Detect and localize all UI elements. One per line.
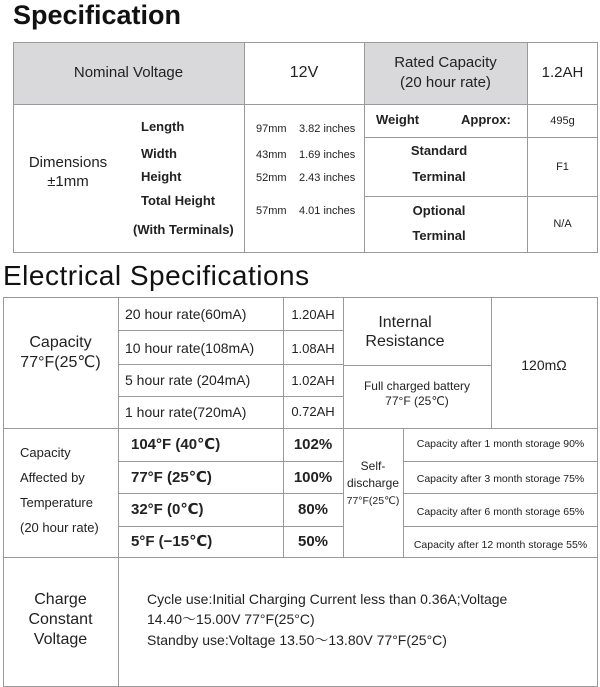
optional-terminal-label-1: Optional bbox=[412, 203, 466, 218]
standard-terminal-label-2: Terminal bbox=[412, 169, 466, 184]
nominal-voltage-label: Nominal Voltage bbox=[73, 64, 184, 81]
rate-value-5h: 1.02AH bbox=[291, 373, 335, 388]
rated-capacity-value: 1.2AH bbox=[541, 64, 584, 81]
temp-value-77f: 100% bbox=[293, 469, 333, 486]
full-charged-label-2: 77°F (25℃) bbox=[385, 394, 449, 408]
temp-value-5f: 50% bbox=[297, 533, 329, 550]
dim-mm-height: 52mm bbox=[256, 172, 287, 184]
dim-label-width: Width bbox=[141, 146, 177, 161]
temp-row-label-77f: 77°F (25℃) bbox=[131, 469, 212, 486]
optional-terminal-label-2: Terminal bbox=[412, 228, 466, 243]
weight-label: Weight bbox=[376, 112, 420, 127]
dim-label-with-terminals: (With Terminals) bbox=[133, 222, 234, 237]
weight-value: 495g bbox=[550, 115, 575, 127]
dim-in-height: 2.43 inches bbox=[299, 172, 356, 184]
storage-1-month: Capacity after 1 month storage 90% bbox=[416, 438, 585, 450]
rate-label-20h: 20 hour rate(60mA) bbox=[125, 306, 247, 322]
charge-label-3: Voltage bbox=[33, 631, 88, 648]
temp-label-2: Affected by bbox=[20, 470, 85, 485]
rate-value-1h: 0.72AH bbox=[291, 404, 335, 419]
elec-title: Electrical Specifications bbox=[3, 260, 310, 291]
charge-standby-line: Standby use:Voltage 13.50～13.80V 77°F(25°C) bbox=[147, 632, 447, 648]
resistance-value: 120mΩ bbox=[521, 357, 567, 373]
rate-label-1h: 1 hour rate(720mA) bbox=[125, 404, 247, 420]
dim-mm-length: 97mm bbox=[256, 123, 287, 135]
storage-6-month: Capacity after 6 month storage 65% bbox=[416, 506, 585, 518]
temp-row-label-104f: 104°F (40℃) bbox=[131, 436, 221, 453]
dim-label-height: Height bbox=[141, 169, 182, 184]
rate-value-10h: 1.08AH bbox=[291, 341, 335, 356]
optional-terminal-value: N/A bbox=[553, 218, 572, 230]
dimensions-label: Dimensions bbox=[28, 154, 108, 171]
temp-label-3: Temperature bbox=[20, 495, 93, 510]
internal-resistance-label-1: Internal bbox=[378, 314, 432, 331]
storage-12-month: Capacity after 12 month storage 55% bbox=[413, 539, 588, 551]
temp-value-104f: 102% bbox=[293, 436, 333, 453]
charge-cycle-line-1: Cycle use:Initial Charging Current less than 0.36A;Voltage bbox=[147, 591, 508, 607]
charge-label-1: Charge bbox=[34, 591, 87, 608]
capacity-label-2: 77°F(25℃) bbox=[20, 354, 101, 371]
capacity-label-1: Capacity bbox=[29, 334, 92, 351]
rated-capacity-label-2: (20 hour rate) bbox=[400, 74, 491, 91]
nominal-voltage-value: 12V bbox=[289, 64, 319, 81]
full-charged-label-1: Full charged battery bbox=[363, 379, 471, 393]
dim-label-length: Length bbox=[141, 119, 185, 134]
dim-in-total-height: 4.01 inches bbox=[299, 205, 356, 217]
self-discharge-label-2: discharge bbox=[346, 476, 400, 490]
dim-in-length: 3.82 inches bbox=[299, 123, 356, 135]
rated-capacity-label-1: Rated Capacity bbox=[394, 54, 497, 71]
standard-terminal-value: F1 bbox=[556, 161, 569, 173]
temp-row-label-5f: 5°F (−15℃) bbox=[131, 533, 213, 550]
temp-label-4: (20 hour rate) bbox=[20, 520, 99, 535]
spec-title: Specification bbox=[13, 0, 182, 30]
dim-in-width: 1.69 inches bbox=[299, 149, 356, 161]
charge-label-2: Constant bbox=[28, 611, 93, 628]
self-discharge-label-3: 77°F(25℃) bbox=[346, 495, 400, 507]
temp-row-label-32f: 32°F (0℃) bbox=[131, 501, 204, 518]
spec-header-shade-right bbox=[364, 42, 527, 104]
rate-label-5h: 5 hour rate (204mA) bbox=[125, 372, 251, 388]
rate-value-20h: 1.20AH bbox=[291, 307, 335, 322]
internal-resistance-label-2: Resistance bbox=[365, 333, 445, 350]
charge-cycle-line-2: 14.40～15.00V 77°F(25°C) bbox=[147, 611, 315, 627]
storage-3-month: Capacity after 3 month storage 75% bbox=[416, 473, 585, 485]
dim-mm-total-height: 57mm bbox=[256, 205, 287, 217]
self-discharge-label-1: Self- bbox=[360, 459, 386, 473]
temp-value-32f: 80% bbox=[297, 501, 329, 518]
dim-label-total-height: Total Height bbox=[141, 193, 216, 208]
standard-terminal-label-1: Standard bbox=[410, 143, 468, 158]
weight-approx: Approx: bbox=[461, 112, 511, 127]
dim-mm-width: 43mm bbox=[256, 149, 287, 161]
rate-label-10h: 10 hour rate(108mA) bbox=[125, 340, 255, 356]
temp-label-1: Capacity bbox=[20, 445, 71, 460]
dimensions-tolerance: ±1mm bbox=[47, 173, 89, 190]
